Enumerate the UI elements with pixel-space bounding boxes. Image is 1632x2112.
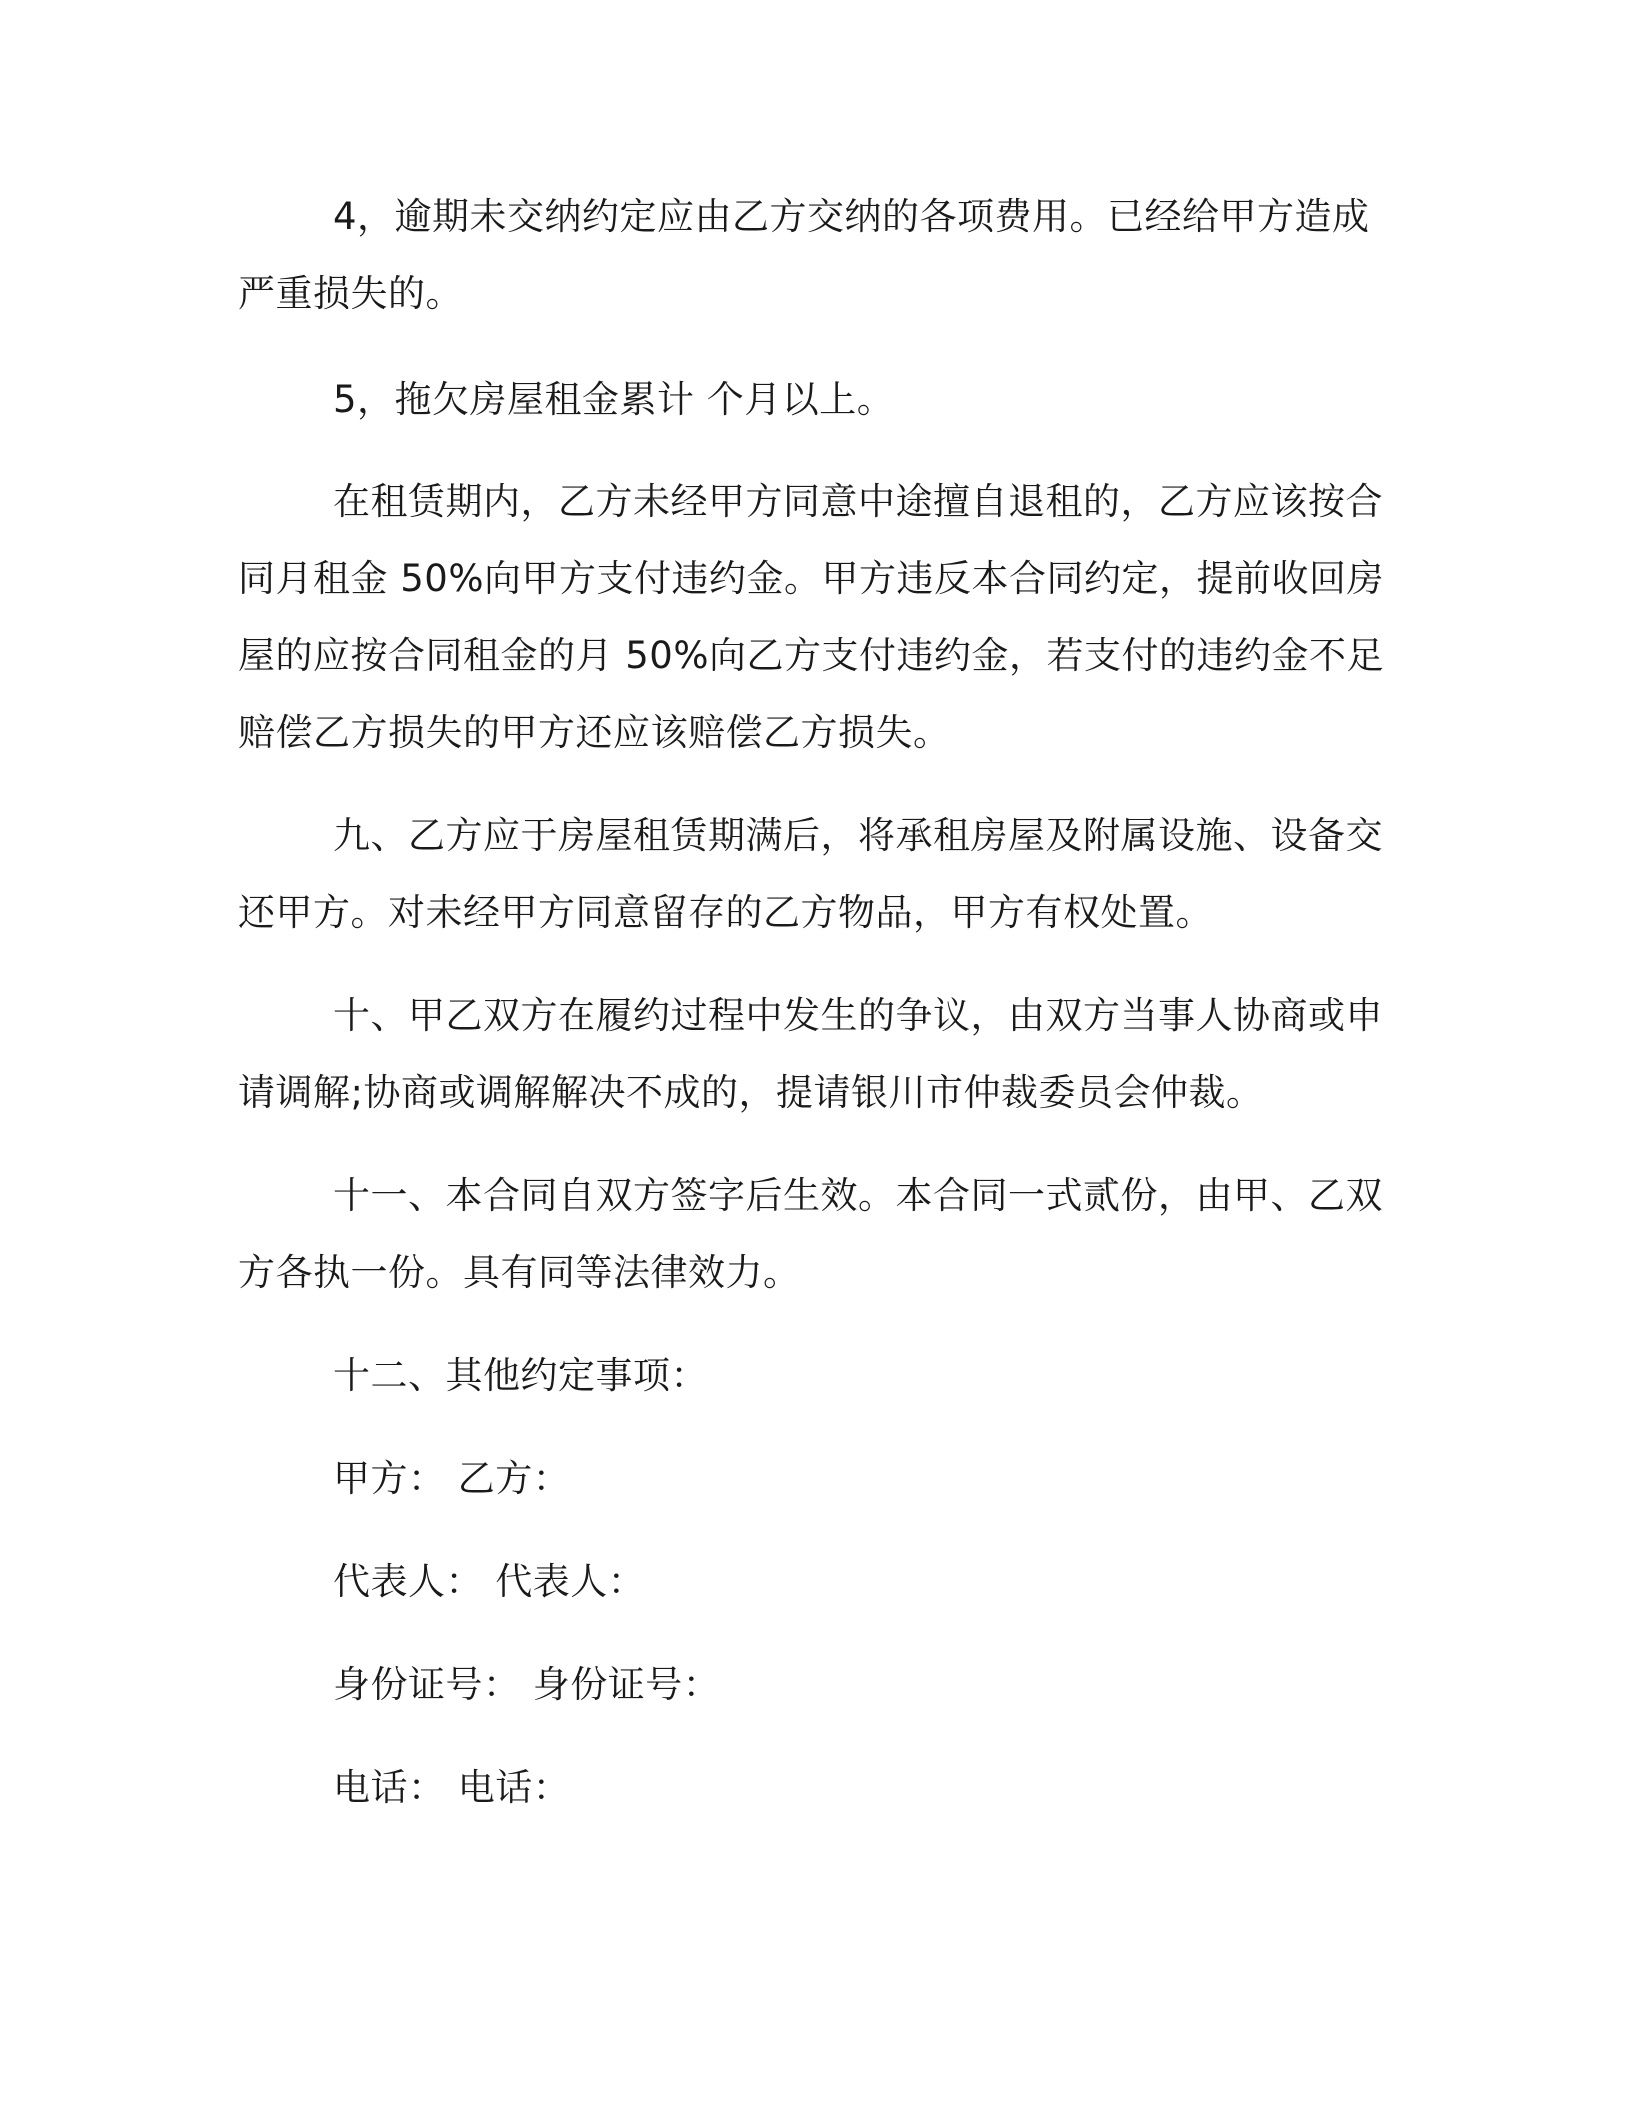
representatives-line: 代表人： 代表人： — [333, 1560, 646, 1603]
early-termination-line-1: 在租赁期内，乙方未经甲方同意中途擅自退租的，乙方应该按合 — [333, 480, 1383, 523]
phone-numbers-line: 电话： 电话： — [333, 1766, 571, 1809]
clause-4-line-2: 严重损失的。 — [238, 272, 463, 315]
clause-12-heading: 十二、其他约定事项： — [333, 1354, 708, 1397]
clause-4-line-1: 4，逾期未交纳约定应由乙方交纳的各项费用。已经给甲方造成 — [333, 195, 1370, 238]
clause-5-line-1: 5，拖欠房屋租金累计 个月以上。 — [333, 378, 895, 421]
early-termination-line-3: 屋的应按合同租金的月 50%向乙方支付违约金，若支付的违约金不足 — [238, 634, 1384, 677]
clause-9-line-2: 还甲方。对未经甲方同意留存的乙方物品，甲方有权处置。 — [238, 891, 1213, 934]
clause-11-line-1: 十一、本合同自双方签字后生效。本合同一式贰份，由甲、乙双 — [333, 1174, 1383, 1217]
early-termination-line-4: 赔偿乙方损失的甲方还应该赔偿乙方损失。 — [238, 711, 951, 754]
party-names-line: 甲方： 乙方： — [333, 1457, 571, 1500]
early-termination-line-2: 同月租金 50%向甲方支付违约金。甲方违反本合同约定，提前收回房 — [238, 557, 1384, 600]
clause-10-line-2: 请调解;协商或调解解决不成的，提请银川市仲裁委员会仲裁。 — [238, 1071, 1264, 1114]
clause-11-line-2: 方各执一份。具有同等法律效力。 — [238, 1251, 801, 1294]
clause-10-line-1: 十、甲乙双方在履约过程中发生的争议，由双方当事人协商或申 — [333, 994, 1383, 1037]
id-numbers-line: 身份证号： 身份证号： — [333, 1663, 721, 1706]
clause-9-line-1: 九、乙方应于房屋租赁期满后，将承租房屋及附属设施、设备交 — [333, 814, 1383, 857]
